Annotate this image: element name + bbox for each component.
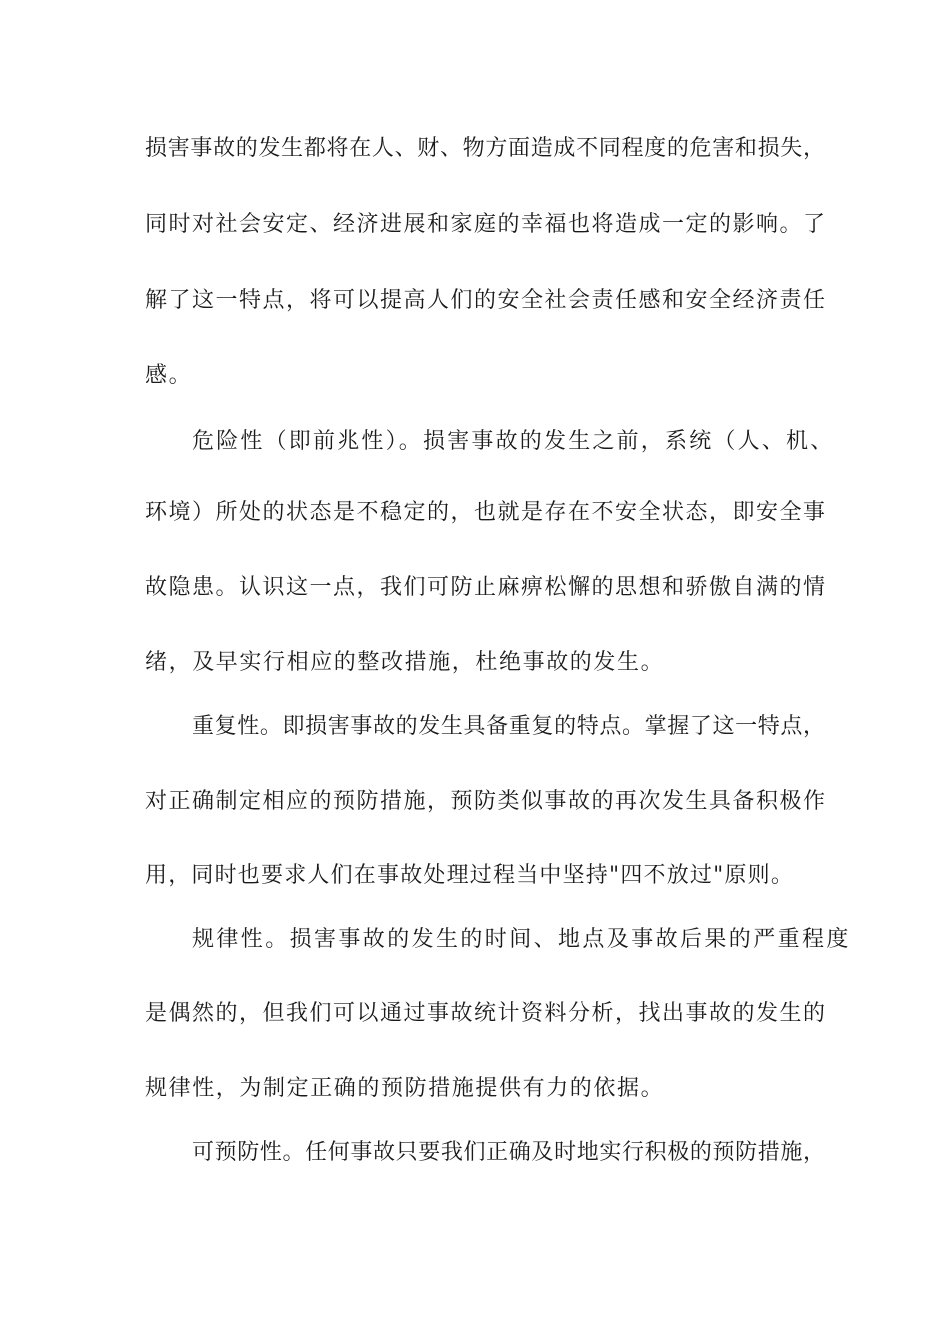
text-line-11: 用，同时也要求人们在事故处理过程当中坚持"四不放过"原则。 bbox=[145, 863, 795, 888]
text-line-3: 解了这一特点，将可以提高人们的安全社会责任感和安全经济责任 bbox=[145, 288, 825, 313]
text-line-6: 环境）所处的状态是不稳定的，也就是存在不安全状态，即安全事 bbox=[145, 500, 825, 525]
text-line-1: 损害事故的发生都将在人、财、物方面造成不同程度的危害和损失， bbox=[145, 136, 825, 161]
text-line-4: 感。 bbox=[145, 363, 193, 388]
text-line-9: 重复性。即损害事故的发生具备重复的特点。掌握了这一特点， bbox=[192, 714, 825, 739]
text-line-13: 是偶然的，但我们可以通过事故统计资料分析，找出事故的发生的 bbox=[145, 1001, 825, 1026]
text-line-15: 可预防性。任何事故只要我们正确及时地实行积极的预防措施， bbox=[192, 1140, 825, 1165]
text-line-7: 故隐患。认识这一点，我们可防止麻痹松懈的思想和骄傲自满的情 bbox=[145, 575, 825, 600]
text-line-5: 危险性（即前兆性）。损害事故的发生之前，系统（人、机、 bbox=[192, 429, 835, 454]
text-line-12: 规律性。损害事故的发生的时间、地点及事故后果的严重程度 bbox=[192, 927, 851, 952]
text-line-2: 同时对社会安定、经济进展和家庭的幸福也将造成一定的影响。了 bbox=[145, 212, 825, 237]
text-line-10: 对正确制定相应的预防措施，预防类似事故的再次发生具备积极作 bbox=[145, 789, 825, 814]
text-line-14: 规律性，为制定正确的预防措施提供有力的依据。 bbox=[145, 1076, 665, 1101]
text-line-8: 绪，及早实行相应的整改措施，杜绝事故的发生。 bbox=[145, 650, 665, 675]
